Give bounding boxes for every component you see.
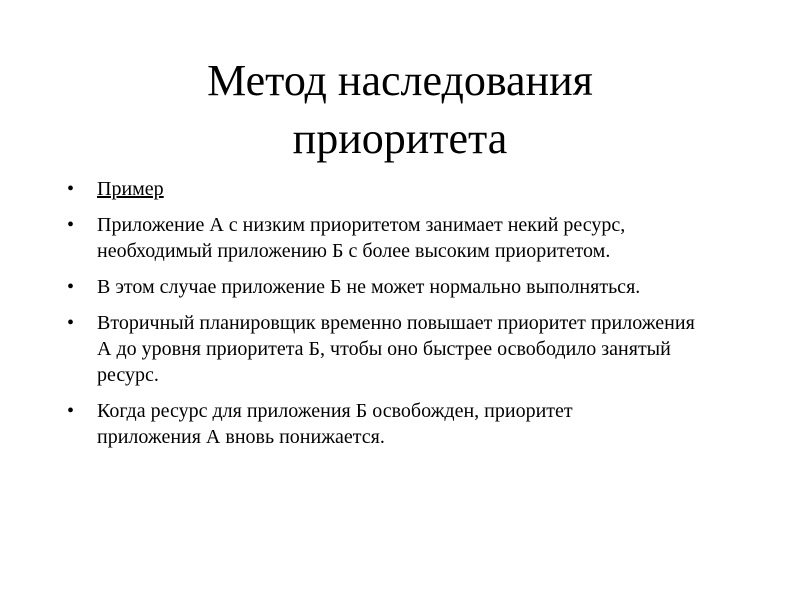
bullet-dot-icon: • [67, 276, 75, 298]
bullet-dot-icon: • [67, 312, 75, 334]
slide-title-line-1: Метод наследования [207, 56, 593, 105]
bullet-item-resource [64, 212, 697, 264]
bullet-dot-icon: • [67, 178, 75, 200]
bullet-text: Вторичный планировщик временно повышает приоритет приложения А до уровня приоритета Б, чтобы оно быстрее освободило занятый ресурс. [97, 312, 695, 386]
slide-title-line-2: приоритета [292, 114, 508, 163]
bullet-text: Когда ресурс для приложения Б освобожден, приоритет приложения А вновь понижается. [97, 400, 573, 448]
bullet-item-cannot-run [64, 274, 754, 300]
bullet-text: В этом случае приложение Б не может нормально выполняться. [97, 276, 641, 298]
bullet-item-scheduler [64, 310, 697, 388]
bullet-text: Пример [97, 178, 164, 200]
bullet-item-released [64, 398, 677, 450]
bullet-dot-icon: • [67, 400, 75, 422]
bullet-item-example [64, 176, 754, 202]
bullet-dot-icon: • [67, 214, 75, 236]
slide-title [60, 52, 740, 168]
bullet-list [64, 176, 754, 460]
bullet-text: Приложение А с низким приоритетом занимает некий ресурс, необходимый приложению Б с более высоким приоритетом. [97, 214, 626, 262]
